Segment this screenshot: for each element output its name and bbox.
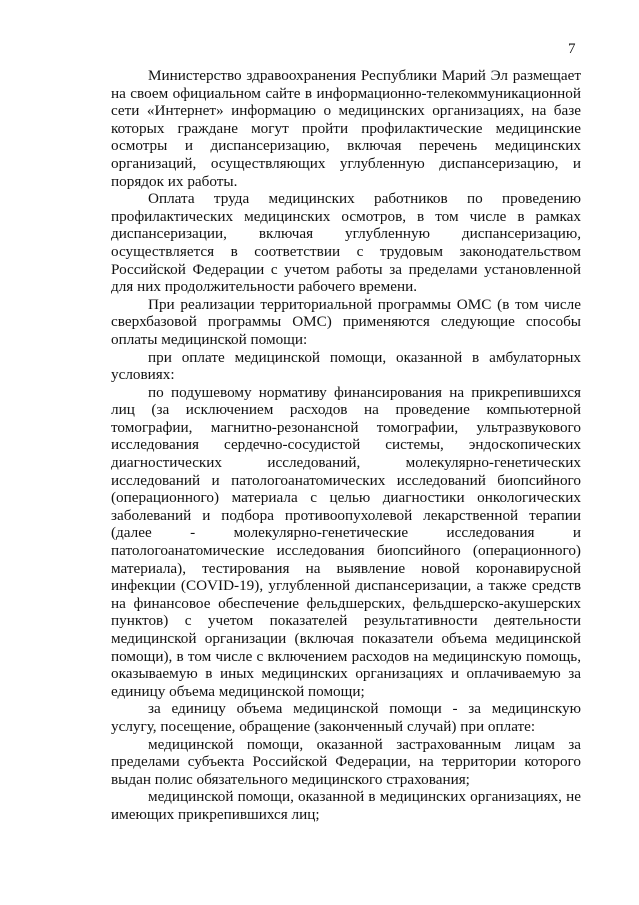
paragraph-outpatient-conditions: при оплате медицинской помощи, оказанной в амбулаторных условиях: xyxy=(111,348,581,384)
page-number: 7 xyxy=(568,41,576,57)
paragraph-unit-of-volume: за единицу объема медицинской помощи - за медицинскую услугу, посещение, обращение (законченный случай) при оплате: xyxy=(111,700,581,735)
paragraph-labor-payment: Оплата труда медицинских работников по проведению профилактических медицинских осмотров, в том числе в рамках диспансеризации, включая углубленную диспансеризацию, осуществляется в соответствии с трудовым законодательством Российской Федерации с учетом работы за пределами установленной для них продолжительности рабочего времени. xyxy=(111,190,581,296)
paragraph-per-capita-standard: по подушевому нормативу финансирования на прикрепившихся лиц (за исключением расходов на проведение компьютерной томографии, магнитно-резонансной томографии, ультразвукового исследования сердечно-сосудистой системы, эндоскопических диагностических исследований, молекулярно-генетических исследований и патологоанатомических исследований биопсийного (операционного) материала с целью диагностики онкологических заболеваний и подбора противоопухолевой лекарственной терапии (далее - молекулярно-генетические исследования и патологоанатомические исследования биопсийного (операционного) материала), тестирования на выявление новой коронавирусной инфекции (COVID-19), углубленной диспансеризации, а также средств на финансовое обеспечение фельдшерских, фельдшерско-акушерских пунктов) с учетом показателей результативности деятельности медицинской организации (включая показатели объема медицинской помощи), в том числе с включением расходов на медицинскую помощь, оказываемую в иных медицинских организациях и оплачиваемую за единицу объема медицинской помощи; xyxy=(111,383,581,700)
document-body xyxy=(111,67,581,824)
paragraph-no-attached-persons: медицинской помощи, оказанной в медицинских организациях, не имеющих прикрепившихся лиц; xyxy=(111,788,581,823)
paragraph-payment-methods: При реализации территориальной программы ОМС (в том числе сверхбазовой программы ОМС) применяются следующие способы оплаты медицинской помощи: xyxy=(111,295,581,348)
paragraph-insured-outside-region: медицинской помощи, оказанной застрахованным лицам за пределами субъекта Российской Федерации, на территории которого выдан полис обязательного медицинского страхования; xyxy=(111,735,581,788)
paragraph-info-publication: Министерство здравоохранения Республики Марий Эл размещает на своем официальном сайте в информационно-телекоммуникационной сети «Интернет» информацию о медицинских организациях, на базе которых граждане могут пройти профилактические медицинские осмотры и диспансеризацию, включая перечень медицинских организаций, осуществляющих углубленную диспансеризацию, и порядок их работы. xyxy=(111,67,581,190)
